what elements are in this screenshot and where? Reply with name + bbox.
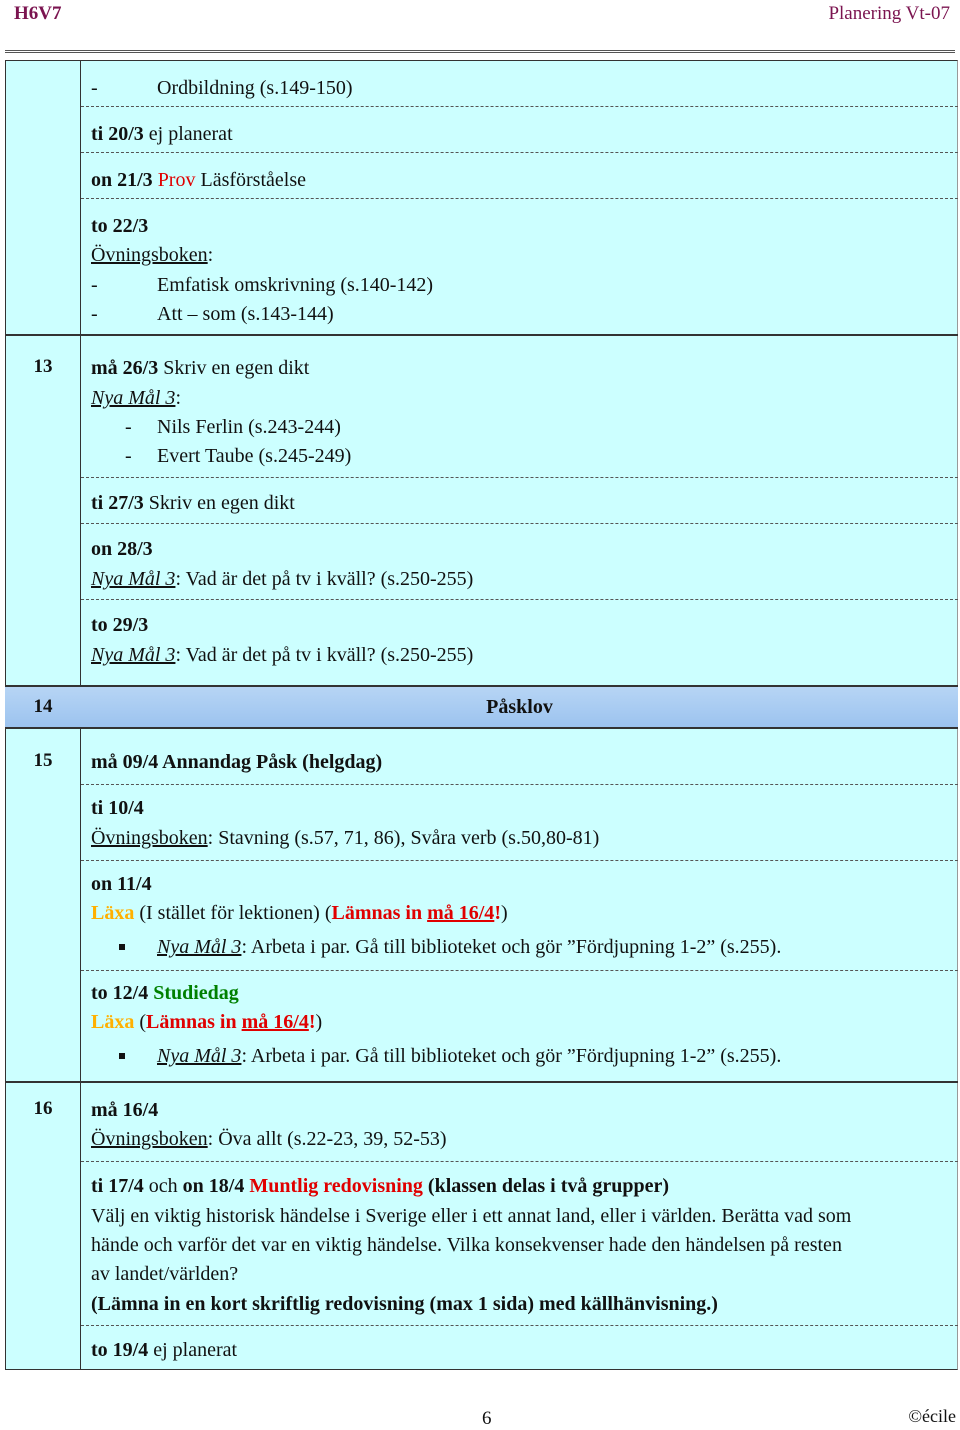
day-to-22-3 xyxy=(91,214,148,238)
week-number: 13 xyxy=(33,356,53,377)
assignment-line: hände och varför det var en viktig händelse. Vilka konsekvenser hade den händelsen på resten xyxy=(91,1234,842,1256)
week-column-12 xyxy=(5,60,81,335)
task-line xyxy=(157,935,781,959)
list-item: Att – som (s.143-144) xyxy=(157,303,334,325)
due-excl: ! xyxy=(494,902,501,924)
day-text: Skriv en egen dikt xyxy=(158,357,310,379)
day-text: : Vad är det på tv i kväll? (s.250-255) xyxy=(175,568,474,590)
day-label: on 21/3 xyxy=(91,169,153,191)
day-text: : Öva allt (s.22-23, 39, 52-53) xyxy=(207,1128,447,1150)
list-item-dash: - xyxy=(91,303,98,325)
list-item: Emfatisk omskrivning (s.140-142) xyxy=(157,274,434,296)
schedule-block-week13 xyxy=(81,336,958,685)
assignment-line: Välj en viktig historisk händelse i Sverige eller i ett annat land, eller i världen. Berätta vad som xyxy=(91,1205,852,1227)
week-column-15 xyxy=(5,729,81,1082)
day-on-28-3 xyxy=(91,537,153,561)
list-item-dash: - xyxy=(91,274,98,296)
day-label: ti 27/3 xyxy=(91,492,144,514)
day-separator xyxy=(81,599,958,600)
day-label: on 18/4 xyxy=(182,1175,245,1197)
due-excl: ! xyxy=(308,1011,316,1033)
header-title: Planering Vt-07 xyxy=(828,3,950,24)
day-ma-26-3 xyxy=(91,356,309,380)
homework-label: Läxa xyxy=(91,902,135,924)
day-separator xyxy=(81,523,958,524)
book-line xyxy=(91,1127,447,1151)
day-separator xyxy=(81,106,958,107)
list-item-dash: - xyxy=(125,416,132,438)
due-label: Lämnas in xyxy=(146,1011,242,1033)
bullet-icon xyxy=(119,1053,125,1059)
copyright: ©écile xyxy=(908,1406,956,1426)
day-text: Skriv en egen dikt xyxy=(143,492,295,514)
page-number: 6 xyxy=(482,1408,492,1429)
book-line xyxy=(91,567,473,591)
ordbildning-line: - xyxy=(91,77,98,99)
day-separator xyxy=(81,860,958,861)
day-to-19-4 xyxy=(91,1338,237,1362)
day-separator xyxy=(81,1161,958,1162)
paren-open: ( xyxy=(134,1011,147,1033)
day-text: : Vad är det på tv i kväll? (s.250-255) xyxy=(175,644,474,666)
paren-close: ) xyxy=(500,902,508,924)
day-text: ej planerat xyxy=(148,1339,238,1361)
day-on-11-4 xyxy=(91,872,152,896)
assignment-line: av landet/världen? xyxy=(91,1263,239,1285)
list-item: Nils Ferlin (s.243-244) xyxy=(157,416,341,438)
book-link: Övningsboken xyxy=(91,1128,208,1150)
homework-label: Läxa xyxy=(91,1011,135,1033)
day-ma-16-4 xyxy=(91,1098,158,1122)
list-item: Evert Taube (s.245-249) xyxy=(157,445,352,467)
day-separator xyxy=(81,477,958,478)
prov-label: Prov xyxy=(157,169,196,191)
homework-note: (I stället för lektionen) ( xyxy=(134,902,332,924)
day-ti-17-4 xyxy=(91,1174,669,1198)
week-number: 14 xyxy=(33,696,53,717)
book-link: Övningsboken xyxy=(91,827,208,849)
book-link: Nya Mål 3 xyxy=(157,1045,242,1067)
book-link: Nya Mål 3 xyxy=(91,387,176,409)
day-ma-09-4: må 09/4 Annandag Påsk (helgdag) xyxy=(91,751,383,773)
paren-close: ) xyxy=(315,1011,323,1033)
week-column-13 xyxy=(5,336,81,685)
day-label: må 16/4 xyxy=(91,1099,159,1121)
book-line: Övningsboken: xyxy=(91,244,214,266)
day-label: må 26/3 xyxy=(91,357,159,379)
day-label: to 29/3 xyxy=(91,614,149,636)
day-ti-10-4 xyxy=(91,796,144,820)
day-label: on 11/4 xyxy=(91,873,152,895)
homework-line xyxy=(91,1010,322,1034)
schedule-block-week16 xyxy=(81,1083,958,1370)
book-link: Övningsboken xyxy=(91,244,208,266)
oral-presentation-label: Muntlig redovisning xyxy=(249,1175,423,1197)
day-to-12-4 xyxy=(91,981,239,1005)
header-rule xyxy=(5,50,955,53)
day-to-29-3 xyxy=(91,613,148,637)
week-column-16 xyxy=(5,1083,81,1370)
book-link: Nya Mål 3 xyxy=(157,936,242,958)
schedule-block-week15 xyxy=(81,729,958,1082)
day-label: ti 20/3 xyxy=(91,123,144,145)
week-number: 15 xyxy=(33,750,53,771)
day-label: to 22/3 xyxy=(91,215,149,237)
homework-line xyxy=(91,901,508,925)
due-label: Lämnas in xyxy=(331,902,428,924)
day-ti-20-3 xyxy=(91,122,233,146)
day-text: ej planerat xyxy=(143,123,233,145)
easter-title: Påsklov xyxy=(486,696,553,718)
day-separator xyxy=(81,1325,958,1326)
task-text: : Arbeta i par. Gå till biblioteket och gör ”Fördjupning 1-2” (s.255). xyxy=(241,936,782,958)
book-link: Nya Mål 3 xyxy=(91,644,176,666)
studiedag-label: Studiedag xyxy=(153,982,239,1004)
ordbildning-text: Ordbildning (s.149-150) xyxy=(157,77,353,99)
day-text: : Stavning (s.57, 71, 86), Svåra verb (s.50,80-81) xyxy=(207,827,600,849)
day-separator xyxy=(81,784,958,785)
day-separator xyxy=(81,198,958,199)
due-date: må 16/4 xyxy=(427,902,495,924)
book-line xyxy=(91,643,473,667)
day-text: Läsförståelse xyxy=(195,169,306,191)
groups-note: (klassen delas i två grupper) xyxy=(422,1175,670,1197)
day-separator xyxy=(81,152,958,153)
day-label: ti 10/4 xyxy=(91,797,144,819)
day-ti-27-3 xyxy=(91,491,295,515)
list-item-dash: - xyxy=(125,445,132,467)
book-line xyxy=(91,826,599,850)
task-line xyxy=(157,1044,781,1068)
day-label: on 28/3 xyxy=(91,538,153,560)
task-text: : Arbeta i par. Gå till biblioteket och gör ”Fördjupning 1-2” (s.255). xyxy=(241,1045,782,1067)
day-on-21-3 xyxy=(91,168,306,192)
week-number: 16 xyxy=(33,1098,53,1119)
day-label: to 19/4 xyxy=(91,1339,149,1361)
day-separator xyxy=(81,970,958,971)
due-date: må 16/4 xyxy=(241,1011,309,1033)
day-label: ti 17/4 xyxy=(91,1175,144,1197)
book-line: Nya Mål 3: xyxy=(91,387,181,409)
bullet-icon xyxy=(119,944,125,950)
assignment-instruction: (Lämna in en kort skriftlig redovisning (max 1 sida) med källhänvisning.) xyxy=(91,1293,718,1315)
och-text: och xyxy=(143,1175,183,1197)
book-link: Nya Mål 3 xyxy=(91,568,176,590)
header-course: H6V7 xyxy=(14,3,62,24)
day-label: to 12/4 xyxy=(91,982,149,1004)
easter-row xyxy=(5,685,958,729)
